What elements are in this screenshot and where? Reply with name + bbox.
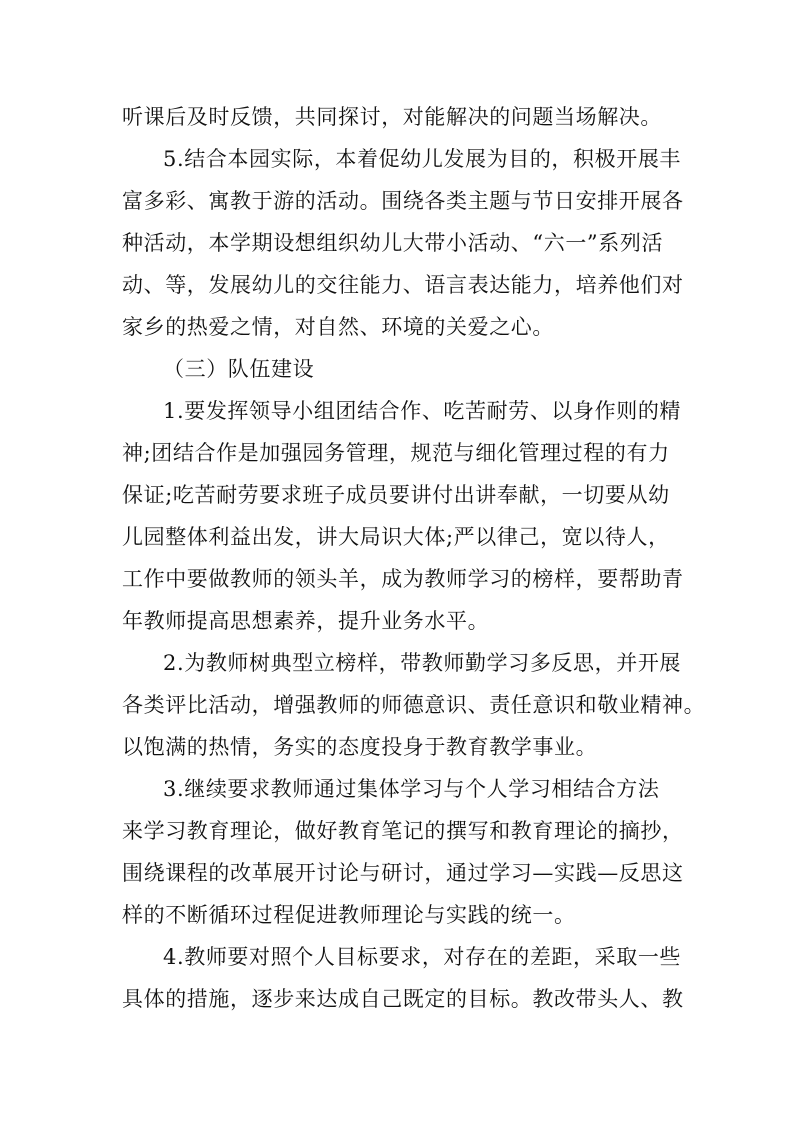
paragraph-line: 4.教师要对照个人目标要求，对存在的差距，采取一些 — [163, 945, 682, 969]
paragraph-line: 5.结合本园实际，本着促幼儿发展为目的，积极开展丰 — [163, 147, 682, 171]
text-line: 年教师提高思想素养，提升业务水平。 — [122, 609, 490, 633]
text-line: 儿园整体利益出发，讲大局识大体;严以律己，宽以待人， — [122, 525, 670, 549]
text-line: 具体的措施，逐步来达成自己既定的目标。教改带头人、教 — [122, 987, 684, 1011]
text-line: 种活动，本学期设想组织幼儿大带小活动、“六一”系列活 — [122, 231, 664, 255]
text-line: 工作中要做教师的领头羊，成为教师学习的榜样，要帮助青 — [122, 567, 684, 591]
text-line: 家乡的热爱之情，对自然、环境的关爱之心。 — [122, 315, 554, 339]
paragraph-line: 3.继续要求教师通过集体学习与个人学习相结合方法 — [163, 777, 660, 801]
text-line: 样的不断循环过程促进教师理论与实践的统一。 — [122, 903, 576, 927]
text-line: 各类评比活动，增强教师的师德意识、责任意识和敬业精神。 — [122, 693, 706, 717]
section-heading: （三）队伍建设 — [163, 357, 315, 381]
text-line: 动、等，发展幼儿的交往能力、语言表达能力，培养他们对 — [122, 273, 684, 297]
text-line: 围绕课程的改革展开讨论与研讨，通过学习—实践—反思这 — [122, 861, 684, 885]
text-line: 富多彩、寓教于游的活动。围绕各类主题与节日安排开展各 — [122, 189, 684, 213]
text-line: 保证;吃苦耐劳要求班子成员要讲付出讲奉献，一切要从幼 — [122, 483, 670, 507]
text-line: 神;团结合作是加强园务管理，规范与细化管理过程的有力 — [122, 441, 670, 465]
text-line: 以饱满的热情，务实的态度投身于教育教学事业。 — [122, 735, 598, 759]
paragraph-line: 2.为教师树典型立榜样，带教师勤学习多反思，并开展 — [163, 651, 682, 675]
text-line: 来学习教育理论，做好教育笔记的撰写和教育理论的摘抄， — [122, 819, 684, 843]
text-line: 听课后及时反馈，共同探讨，对能解决的问题当场解决。 — [122, 105, 662, 129]
paragraph-line: 1.要发挥领导小组团结合作、吃苦耐劳、以身作则的精 — [163, 399, 682, 423]
